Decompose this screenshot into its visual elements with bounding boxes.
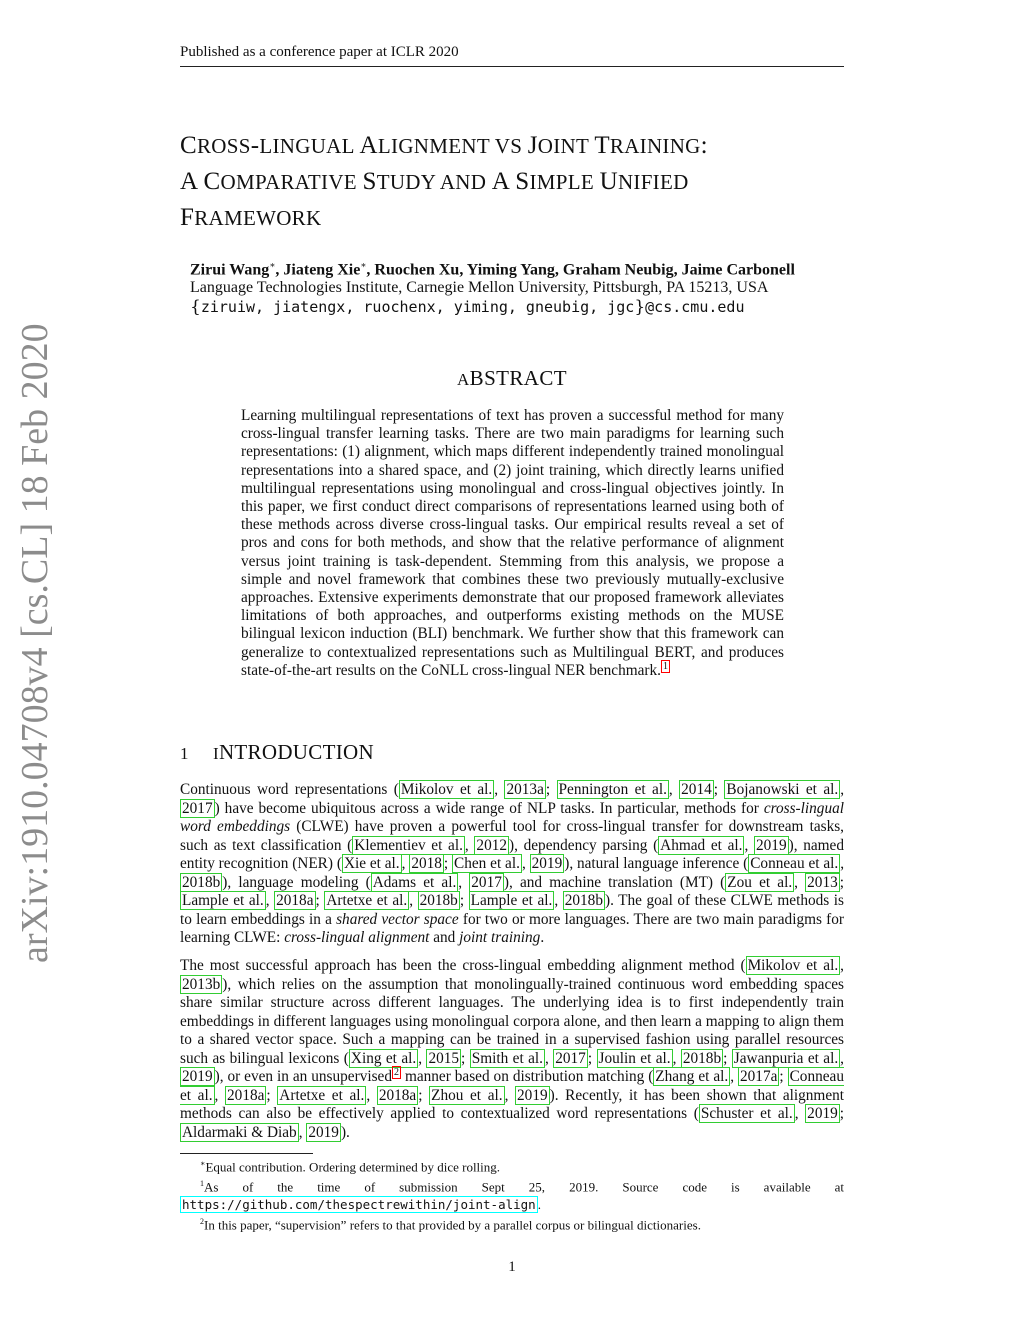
- footnote-equal-contribution: [180, 1155, 844, 1175]
- author-name: Zirui Wang: [190, 261, 270, 279]
- footnote-ref-2[interactable]: 2: [393, 1066, 399, 1078]
- text-run: ), or even in an unsupervised: [214, 1068, 392, 1085]
- abstract-heading: [180, 366, 844, 391]
- text-run: ). The goal of these CLWE methods is to learn embeddings in a: [180, 892, 844, 928]
- arxiv-identifier-stamp: arXiv:1910.04708v4 [cs.CL] 18 Feb 2020: [14, 323, 56, 963]
- text-run: ), and machine translation (MT) (: [503, 873, 726, 891]
- citation-link[interactable]: Schuster et al.: [700, 1105, 793, 1122]
- citation-link[interactable]: Zou et al.: [727, 873, 793, 891]
- citation-link[interactable]: 2017: [555, 1049, 586, 1067]
- citation-link[interactable]: Jawanpuria et al.: [733, 1049, 839, 1067]
- footnote-mark: 2: [200, 1216, 204, 1226]
- citation-link[interactable]: Lample et al.: [470, 892, 553, 909]
- text-run: for two or more languages. There are two main paradigms for learning CLWE:: [180, 910, 844, 946]
- citation-link[interactable]: Mikolov et al.: [400, 781, 493, 798]
- abstract-heading-text: ABSTRACT: [456, 366, 567, 390]
- citation-link[interactable]: Conneau et al.: [180, 1068, 844, 1104]
- title-line-1: [180, 128, 844, 164]
- citation-link[interactable]: Adams et al.: [372, 873, 457, 891]
- footnotes: [180, 1155, 844, 1233]
- citation-link[interactable]: 2018: [411, 855, 442, 872]
- section-heading-introduction: [180, 740, 374, 765]
- author-names-rest: Ruochen Xu, Yiming Yang, Graham Neubig, Jaime Carbonell: [374, 261, 795, 279]
- citation-link[interactable]: 2017: [471, 873, 502, 891]
- citation-link[interactable]: Lample et al.: [182, 892, 264, 909]
- text-run: ), language modeling (: [222, 873, 371, 891]
- citation-link[interactable]: Bojanowski et al.: [726, 781, 839, 798]
- section-number: 1: [180, 744, 189, 763]
- text-run: ), named entity recognition (NER) (: [180, 836, 844, 872]
- citation-link[interactable]: 2017: [182, 799, 213, 817]
- citation-link[interactable]: Chen et al.: [454, 855, 520, 872]
- citation-link[interactable]: 2018a: [227, 1086, 265, 1104]
- citation-link[interactable]: 2019: [517, 1086, 548, 1104]
- citation-link[interactable]: 2018b: [419, 892, 458, 909]
- author-name: Jiateng Xie: [283, 261, 361, 279]
- citation-link[interactable]: Xie et al.: [343, 855, 400, 872]
- citation-link[interactable]: Conneau et al.: [750, 855, 839, 872]
- citation-link[interactable]: Aldarmaki & Diab: [182, 1123, 297, 1141]
- text-run: (CLWE) have proven a powerful tool for cross-lingual transfer for downstream tasks, such as text classification (: [180, 818, 844, 854]
- footnote-text: As of the time of submission Sept 25, 2019. Source code is available at: [204, 1179, 844, 1195]
- title-line-3: [180, 200, 844, 236]
- title-line-1-text: CROSS-LINGUAL ALIGNMENT VS JOINT TRAINING:: [180, 132, 708, 159]
- section-title: INTRODUCTION: [213, 740, 374, 764]
- citation-link[interactable]: 2014: [681, 781, 712, 798]
- author-emails: {ziruiw, jiatengx, ruochenx, yiming, gneubig, jgc}@cs.cmu.edu: [190, 297, 745, 317]
- email-domain: @cs.cmu.edu: [645, 298, 745, 316]
- affiliation: Language Technologies Institute, Carnegie Mellon University, Pittsburgh, PA 15213, USA: [190, 279, 769, 296]
- citation-link[interactable]: 2019: [756, 836, 787, 854]
- text-run: ), which relies on the assumption that monolingually-trained continuous word embedding spaces share similar structure across different languages. The underlying idea is to first independently train embeddings in different languages using monolingual corpora alone, and then learn a mapping to align them to a shared vector space. Such a mapping can be trained in a supervised fashion using parallel resources such as bilingual lexicons (: [180, 975, 844, 1067]
- intro-paragraph-2: The most successful approach has been the cross-lingual embedding alignment method ( Mikolov et al. , 2013b ), which relies on the assumption that monolingually-trained continuous word embedding spaces share similar structure across different languages. The underlying idea is to first independently train embeddings in different languages using monolingual corpora alone, and then learn a mapping to align them to a shared vector space. Such a mapping can be trained in a supervised fashion using parallel resources such as bilingual lexicons ( Xing et al. , 2015 ; Smith et al. , 2017 ; Joulin et al. , 2018b ; Jawanpuria et al. , 2019 ), or even in an unsupervised $^2$ manner based on distribution matching ( Zhang et al. , 2017a ; Conneau et al. , 2018a ; Artetxe et al. , 2018a ; Zhou et al. , 2019 ). Recently, it has been shown that alignment methods can also be effectively applied to contextualized word representations ( Schuster et al. , 2019 ; Aldarmaki & Diab , 2019 ).: [180, 957, 845, 1141]
- footnote-text: .: [537, 1196, 541, 1212]
- citation-link[interactable]: 2015: [428, 1049, 460, 1067]
- footnote-text: In this paper, “supervision” refers to that provided by a parallel corpus or bilingual dictionaries.: [204, 1216, 701, 1232]
- text-run: and: [429, 929, 460, 946]
- email-usernames: ziruiw, jiatengx, ruochenx, yiming, gneubig, jgc: [200, 298, 635, 316]
- citation-link[interactable]: Artetxe et al.: [326, 892, 408, 909]
- paper-title: [180, 128, 844, 236]
- author-list: Zirui Wang∗, Jiateng Xie∗, Ruochen Xu, Yiming Yang, Graham Neubig, Jaime Carbonell: [190, 260, 795, 279]
- citation-link[interactable]: Pennington et al.: [558, 781, 667, 798]
- emphasis-term: cross-lingual alignment: [284, 929, 430, 946]
- text-run: Continuous word representations (: [180, 781, 399, 798]
- text-run: .: [540, 929, 545, 946]
- text-run: ).: [340, 1123, 350, 1141]
- citation-link[interactable]: 2018b: [182, 873, 221, 891]
- citation-link[interactable]: 2019: [531, 855, 563, 872]
- footnote-1: [180, 1175, 844, 1212]
- header-rule: [180, 66, 844, 67]
- footnote-ref-1[interactable]: 1: [662, 660, 668, 672]
- text-run: ), natural language inference (: [564, 855, 749, 872]
- text-run: ), dependency parsing (: [509, 836, 659, 854]
- footnote-2: [180, 1213, 844, 1233]
- title-line-2-text: A COMPARATIVE STUDY AND A SIMPLE UNIFIED: [180, 168, 689, 195]
- citation-link[interactable]: 2012: [476, 836, 508, 854]
- citation-link[interactable]: 2018a: [378, 1086, 417, 1104]
- citation-link[interactable]: 2013b: [182, 975, 221, 993]
- citation-link[interactable]: Zhang et al.: [655, 1068, 729, 1085]
- running-header: Published as a conference paper at ICLR 2020: [180, 44, 459, 60]
- emphasis-term: joint training: [459, 929, 541, 946]
- emphasis-term: shared vector space: [336, 910, 459, 928]
- abstract-body: [241, 407, 784, 680]
- footnote-text: Equal contribution. Ordering determined by dice rolling.: [205, 1159, 501, 1175]
- citation-link[interactable]: 2018a: [276, 892, 314, 909]
- equal-contribution-mark: ∗: [360, 260, 367, 270]
- equal-contribution-mark: ∗: [269, 260, 276, 270]
- abstract-text: Learning multilingual representations of text has proven a successful method for many cross-lingual transfer learning tasks. There are two main paradigms for learning such representations: (1) alignment, which maps different independently trained monolingual representations into a shared space, and (2) joint training, which directly learns unified multilingual representations using monolingual and cross-lingual objectives jointly. In this paper, we first conduct direct comparisons of representations learned using both of these methods across diverse cross-lingual tasks. Our empirical results reveal a set of pros and cons for both methods, and show that the relative performance of alignment versus joint training is task-dependent. Stemming from this analysis, we propose a simple and novel framework that combines these two previously mutually-exclusive approaches. Extensive experiments demonstrate that our proposed framework alleviates limitations of both approaches, and outperforms existing methods on the MUSE bilingual lexicon induction (BLI) benchmark. We further show that this framework can generalize to contextualized representations such as Multilingual BERT, and produces state-of-the-art results on the CoNLL cross-lingual NER benchmark.: [241, 407, 784, 679]
- citation-link[interactable]: Artetxe et al.: [279, 1086, 365, 1104]
- text-run: ) have become ubiquitous across a wide range of NLP tasks. In particular, methods for: [214, 799, 764, 817]
- footnote-mark: ∗: [200, 1159, 206, 1168]
- source-code-url-link[interactable]: https://github.com/thespectrewithin/joint-align: [182, 1196, 536, 1212]
- title-line-2: [180, 164, 844, 200]
- citation-link[interactable]: 2013a: [506, 781, 544, 798]
- intro-paragraph-1: Continuous word representations ( Mikolov et al. , 2013a ; Pennington et al. , 2014 ; Bojanowski et al. , 2017 ) have become ubiquitous across a wide range of NLP tasks. In particular, methods for cross-lingual word embeddings (CLWE) have proven a powerful tool for cross-lingual transfer for downstream tasks, such as text classification ( Klementiev et al. , 2012 ), dependency parsing ( Ahmad et al. , 2019 ), named entity recognition (NER) ( Xie et al. , 2018 ; Chen et al. , 2019 ), natural language inference ( Conneau et al. , 2018b ), language modeling ( Adams et al. , 2017 ), and machine translation (MT) ( Zou et al. , 2013 ; Lample et al. , 2018a ; Artetxe et al. , 2018b ; Lample et al. , 2018b ). The goal of these CLWE methods is to learn embeddings in a shared vector space for two or more languages. There are two main paradigms for learning CLWE: cross-lingual alignment and joint training.: [180, 781, 845, 946]
- title-line-3-text: FRAMEWORK: [180, 204, 322, 231]
- citation-link[interactable]: 2013: [807, 873, 838, 891]
- citation-link[interactable]: 2019: [308, 1123, 339, 1141]
- citation-link[interactable]: 2019: [807, 1105, 838, 1122]
- footnote-mark: 1: [200, 1179, 204, 1189]
- page-number: 1: [508, 1259, 516, 1275]
- footnote-rule: [180, 1153, 313, 1154]
- citation-link[interactable]: 2018b: [564, 892, 603, 909]
- citation-link[interactable]: 2017a: [740, 1068, 778, 1085]
- citation-link[interactable]: 2019: [182, 1068, 213, 1085]
- citation-link[interactable]: Smith et al.: [471, 1049, 543, 1067]
- emphasis-term: cross-lingual word embeddings: [180, 799, 844, 835]
- citation-link[interactable]: Xing et al.: [350, 1049, 417, 1067]
- text-run: manner based on distribution matching (: [400, 1068, 654, 1085]
- text-run: The most successful approach has been the cross-lingual embedding alignment method (: [180, 957, 746, 974]
- citation-link[interactable]: Zhou et al.: [431, 1086, 503, 1104]
- citation-link[interactable]: 2018b: [682, 1049, 722, 1067]
- citation-link[interactable]: Mikolov et al.: [747, 957, 839, 974]
- citation-link[interactable]: Klementiev et al.: [354, 836, 463, 854]
- citation-link[interactable]: Joulin et al.: [598, 1049, 671, 1067]
- citation-link[interactable]: Ahmad et al.: [660, 836, 743, 854]
- text-run: ). Recently, it has been shown that alignment methods can also be effectively applied to contextualized word representations (: [180, 1086, 845, 1122]
